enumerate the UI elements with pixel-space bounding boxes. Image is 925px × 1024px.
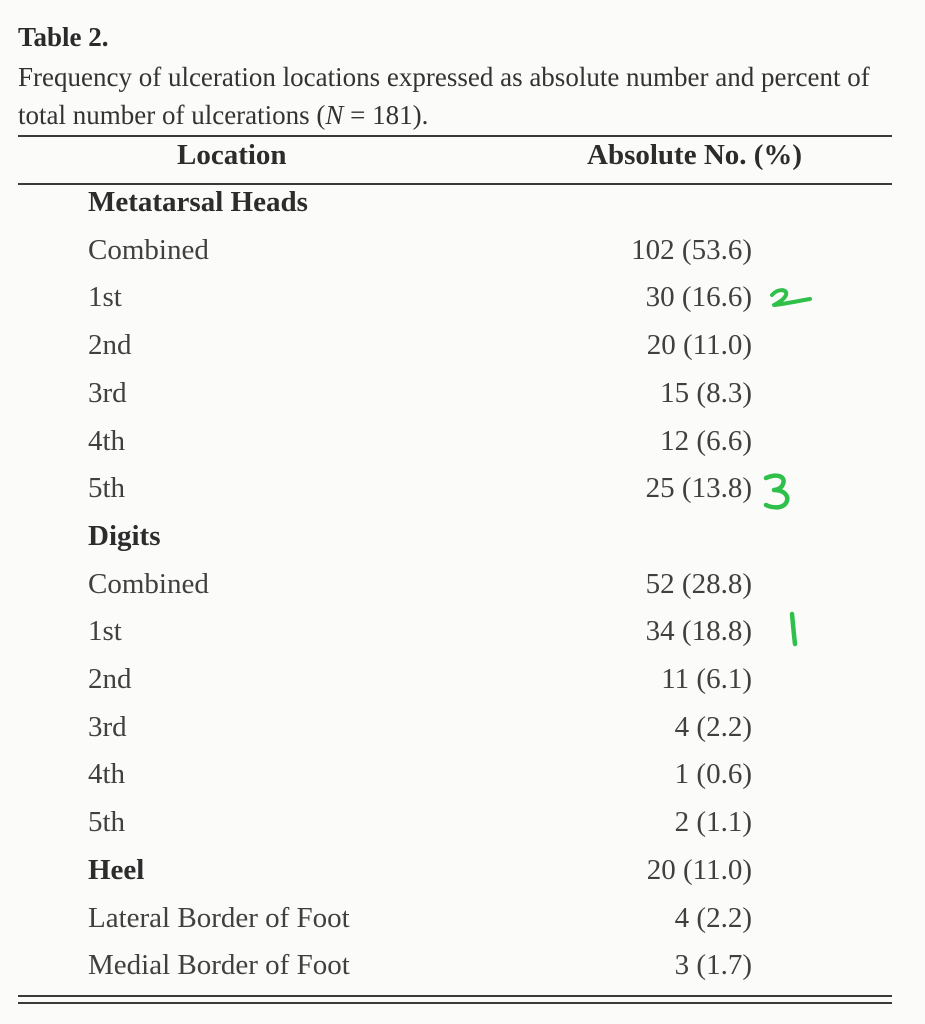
row-location-label: 1st <box>88 615 122 648</box>
row-location-label: Heel <box>88 853 145 886</box>
row-location-label: Digits <box>88 519 161 552</box>
table-row <box>0 234 925 282</box>
row-absolute-value: 20 (11.0) <box>646 329 752 362</box>
handwritten-mark-3 <box>760 472 800 512</box>
table-row <box>0 425 925 473</box>
row-absolute-value: 4 (2.2) <box>674 710 752 743</box>
row-absolute-value: 3 (1.7) <box>674 949 752 982</box>
column-header-absolute-number: Absolute No. (%) <box>587 139 803 171</box>
row-location-label: Medial Border of Foot <box>88 949 350 982</box>
table-row <box>0 758 925 806</box>
row-location-label: Combined <box>88 233 209 266</box>
table-row <box>0 663 925 711</box>
row-location-label: 4th <box>88 424 126 457</box>
caption-n-symbol: N <box>325 100 344 130</box>
table-top-rule <box>18 135 892 137</box>
row-absolute-value: 102 (53.6) <box>631 233 752 266</box>
row-location-label: 4th <box>88 758 126 791</box>
row-absolute-value: 30 (16.6) <box>645 281 752 314</box>
table-section-row <box>0 854 925 902</box>
handwritten-mark-1 <box>784 610 804 650</box>
row-location-label: 1st <box>88 281 122 314</box>
row-absolute-value: 20 (11.0) <box>646 853 752 886</box>
row-location-label: 5th <box>88 806 126 839</box>
table-row <box>0 949 925 997</box>
row-location-label: Combined <box>88 567 209 600</box>
row-absolute-value: 4 (2.2) <box>674 901 752 934</box>
row-absolute-value: 52 (28.8) <box>645 567 752 600</box>
table-header-rule <box>18 183 892 185</box>
table-row <box>0 377 925 425</box>
table-bottom-rule <box>18 995 892 997</box>
row-location-label: Lateral Border of Foot <box>88 901 350 934</box>
handwritten-mark-2 <box>768 286 818 310</box>
table-row <box>0 329 925 377</box>
caption-text: Frequency of ulceration locations expressed as absolute number and percent of total number of ulcerations ( <box>18 62 870 130</box>
row-absolute-value: 15 (8.3) <box>660 376 752 409</box>
caption-n-value: = 181). <box>343 100 429 130</box>
row-absolute-value: 2 (1.1) <box>674 806 752 839</box>
table-row <box>0 902 925 950</box>
row-location-label: 2nd <box>88 663 132 695</box>
row-absolute-value: 25 (13.8) <box>645 472 752 505</box>
row-location-label: 3rd <box>88 376 127 409</box>
row-location-label: 5th <box>88 472 126 505</box>
column-header-location: Location <box>177 139 287 171</box>
row-absolute-value: 34 (18.8) <box>645 615 752 648</box>
table-row <box>0 711 925 759</box>
table-label: Table 2. <box>18 22 109 52</box>
row-location-label: Metatarsal Heads <box>88 186 308 218</box>
table-row <box>0 568 925 616</box>
row-absolute-value: 11 (6.1) <box>661 663 752 695</box>
row-absolute-value: 12 (6.6) <box>660 424 752 457</box>
table-section-row <box>0 520 925 568</box>
row-location-label: 3rd <box>88 710 127 743</box>
row-location-label: 2nd <box>88 329 132 362</box>
table-section-row <box>0 186 925 234</box>
row-absolute-value: 1 (0.6) <box>674 758 752 791</box>
table-row <box>0 806 925 854</box>
table-caption <box>18 58 908 134</box>
table-bottom-rule-double <box>18 1002 892 1004</box>
